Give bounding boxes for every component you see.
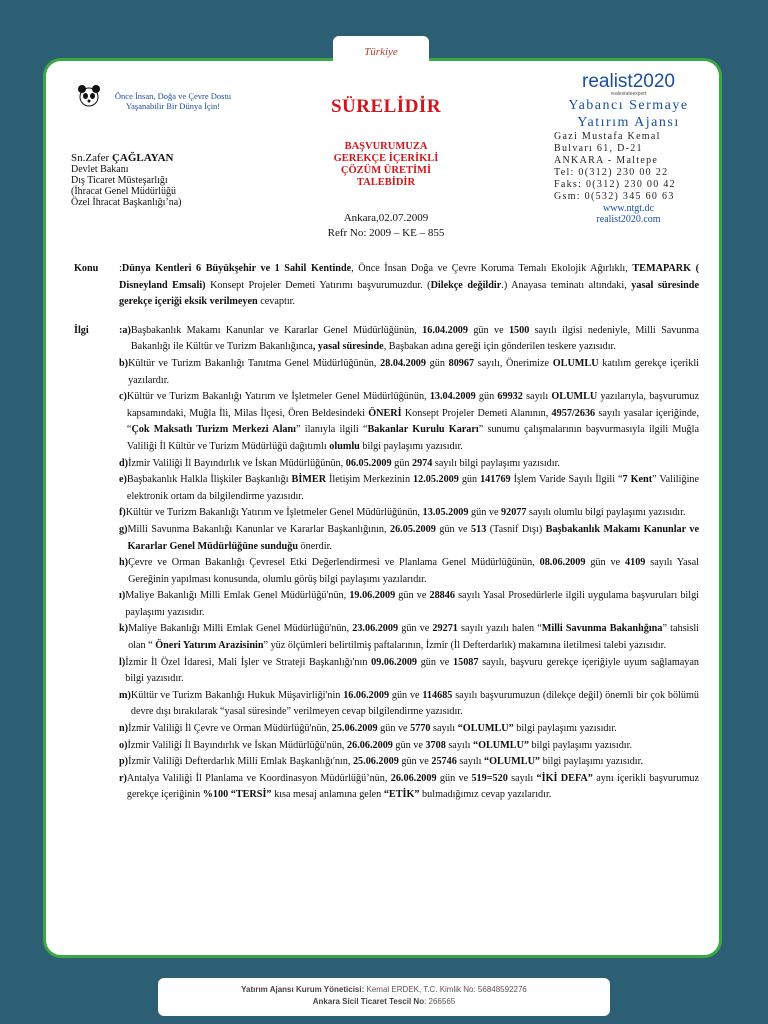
website-link-1[interactable]: www.ntgt.dc — [602, 203, 654, 214]
ilgi-item-text: Kültür ve Turizm Bakanlığı Tanıtma Genel Müdürlüğünün, 28.04.2009 gün 80967 sayılı, Önerimize OLUMLU katılım gerekçe içerikli yazılardır. — [128, 357, 699, 386]
ilgi-item-text: İzmir İl Özel İdaresi, Mali İşler ve Strateji Başkanlığı'nın 09.06.2009 gün ve 15087 sayılı, başvuru gerekçe içeriğiyle uyum sağlamayan bilgi yazısıdır. — [125, 656, 699, 685]
ilgi-item-key: m) — [119, 689, 131, 701]
ilgi-item-key: c) — [119, 391, 127, 403]
document-subtitle: BAŞVURUMUZA GEREKÇE İÇERİKLİ ÇÖZÜM ÜRETİMİ TALEBİDİR — [333, 141, 439, 188]
ilgi-item — [119, 754, 699, 771]
ilgi-item-key: l) — [119, 656, 126, 668]
brand-logo: realist2020 — [582, 71, 675, 92]
ilgi-item-text: Kültür ve Turizm Bakanlığı Yatırım ve İşletmeler Genel Müdürlüğünün, 13.04.2009 gün 69932 sayılı OLUMLU yazılarıyla, başvurumuz kapsamındaki, Muğla İli, Milas İlçesi, Ören Beldesindeki ÖNERİ Konsept Projeler Demeti Alanının, 4957/2636 sayılı yasalar içeriğinde, “Çok Maksatlı Turizm Merkezi Alanı” ilanıyla ilgili “Bakanlar Kurulu Kararı” sunumu çalışmalarının başvurmasıyla ilgili Muğla Valiliği İl Kültür ve Turizm Müdürlüğü dağıtımlı olumlu bilgi paylaşımı yazısıdır. — [126, 391, 700, 452]
date-ref-block — [291, 211, 481, 241]
letter-page — [43, 58, 722, 958]
ilgi-item-text: İzmir Valiliği Defterdarlık Milli Emlak Başkanlığı'nın, 25.06.2009 gün ve 25746 sayılı “OLUMLU” bilgi paylaşımı yazısıdır. — [128, 756, 644, 768]
ilgi-item-key: ı) — [119, 590, 126, 602]
ilgi-item-text: Antalya Valiliği İl Planlama ve Koordinasyon Müdürlüğü’nün, 26.06.2009 gün ve 519=520 sayılı “İKİ DEFA” aynı içerikli başvurumuz gerekçe içeriğinin %100 “TERSİ” kısa mesaj anlamına gelen “ETİK” bulmadığımız cevap yazılarıdır. — [126, 772, 700, 801]
ilgi-item-key: n) — [119, 723, 129, 735]
turkiye-logo: Türkiye — [333, 36, 429, 68]
agency-block: realist2020 realestateexpert Yabancı Sermaye Yatırım Ajansı Gazi Mustafa Kemal Bulvarı 61, D-21 ANKARA - Maltepe Tel: 0(312) 230 00 22 Faks: 0(312) 230 00 42 Gsm: 0(532) 345 60 63 www.ntgt.dc realist2020.com — [536, 71, 721, 225]
ilgi-item — [119, 456, 699, 473]
wwf-slogan: Önce İnsan, Doğa ve Çevre Dostu Yaşanabilir Bir Dünya İçin! — [114, 91, 232, 111]
ilgi-item — [119, 323, 699, 356]
konu-text: :Dünya Kentleri 6 Büyükşehir ve 1 Sahil Kentinde, Önce İnsan Doğa ve Çevre Koruma Temalı Ekolojik Ağırlıklı, TEMAPARK ( Disneyland Emsali) Konsept Projeler Demeti Yatırımı başvurumuzdur. (Dilekçe değildir.) Anayasa teminatı altındaki, yasal süresinde gerekçe içeriği eksik verilmeyen cevaptır. — [119, 263, 699, 308]
ilgi-item — [119, 721, 699, 738]
ilgi-item — [119, 621, 699, 654]
ilgi-item — [119, 472, 699, 505]
document-date: Ankara,02.07.2009 — [343, 212, 429, 224]
ilgi-item — [119, 555, 699, 588]
ilgi-item-text: Maliye Bakanlığı Milli Emlak Genel Müdürlüğü'nün, 23.06.2009 gün ve 29271 sayılı yazılı halen “Milli Savunma Bakanlığına” tahsisli olan “ Öneri Yatırım Arazisinin” yüz ölçümleri belirtilmiş paftalarının, İzmir (İl Defterdarlık) makamına iletilmesi talebi yazısıdır. — [128, 623, 699, 652]
ilgi-item-text: Başbakanlık Makamı Kanunlar ve Kararlar Genel Müdürlüğünün, 16.04.2009 gün ve 1500 sayılı ilgisi nedeniyle, Milli Savunma Bakanlığı ile Kültür ve Turizm Bakanlığınca, yasal süresinde, Başbakan adına gereği için gönderilen teskere yazısıdır. — [130, 324, 699, 353]
ilgi-item — [119, 655, 699, 688]
ilgi-item — [119, 505, 699, 522]
recipient-block: Sn.Zafer ÇAĞLAYAN Devlet Bakanı Dış Ticaret Müsteşarlığı (İhracat Genel Müdürlüğü Özel İhracat Başkanlığı’na) — [71, 152, 182, 208]
ilgi-item-key: :a) — [119, 324, 131, 336]
ilgi-item-key: d) — [119, 457, 129, 469]
ilgi-item-key: e) — [119, 474, 127, 486]
ilgi-item-text: İzmir Valiliği İl Çevre ve Orman Müdürlüğü'nün, 25.06.2009 gün ve 5770 sayılı “OLUMLU” bilgi paylaşımı yazısıdır. — [128, 723, 617, 735]
ilgi-section: İlgi :a) Başbakanlık Makamı Kanunlar ve Kararlar Genel Müdürlüğünün, 16.04.2009 gün ve 1500 sayılı ilgisi nedeniyle, Milli Savunma Bakanlığı ile Kültür ve Turizm Bakanlığınca, yasal süresinde, Başbakan adına gereği için gönderilen teskere yazısıdır. b) Kültür ve Turizm Bakanlığı Tanıtma Genel Müdürlüğünün, 28.04.2009 gün 80967 sayılı, Önerimize OLUMLU katılım gerekçe içerikli yazılardır. c) Kültür ve Turizm Bakanlığı Yatırım ve İşletmeler Genel Müdürlüğünün, 13.04.2009 gün 69932 sayılı OLUMLU yazılarıyla, başvurumuz kapsamındaki, Muğla İli, Milas İlçesi, Ören Beldesindeki ÖNERİ Konsept Projeler Demeti Alanının, 4957/2636 sayılı yasalar içeriğinde, “Çok Maksatlı Turizm Merkezi Alanı” ilanıyla ilgili “Bakanlar Kurulu Kararı” sunumu çalışmalarının başvurmasıyla ilgili Muğla Valiliği İl Kültür ve Turizm Müdürlüğü dağıtımlı olumlu bilgi paylaşımı yazısıdır. d) İzmir Valiliği İl Bayındırlık ve İskan Müdürlüğünün, 06.05.2009 gün 2974 sayılı bilgi paylaşımı yazısıdır. e) Başbakanlık Halkla İlişkiler Başkanlığı BİMER İletişim Merkezinin 12.05.2009 gün 141769 İşlem Varide Sayılı İlgili “7 Kent” Valiliğine elektronik ortam da bilgilendirme yazısıdır. f) Kültür ve Turizm Bakanlığı Yatırım ve İşletmeler Genel Müdürlüğünün, 13.05.2009 gün ve 92077 sayılı olumlu bilgi paylaşımı yazısıdır. g) Milli Savunma Bakanlığı Kanunlar ve Kararlar Başkanlığının, 26.05.2009 gün ve 513 (Tasnif Dışı) Başbakanlık Makamı Kanunlar ve Kararlar Genel Müdürlüğüne sunduğu önerdir. h) Çevre ve Orman Bakanlığı Çevresel Etki Değerlendirmesi ve Planlama Genel Müdürlüğünün, 08.06.2009 gün ve 4109 sayılı Yasal Gereğinin yapılması konusunda, olumlu görüş bilgi paylaşımı yazılarıdır. ı) Maliye Bakanlığı Milli Emlak Genel Müdürlüğü'nün, 19.06.2009 gün ve 28846 sayılı Yasal Prosedürlerle ilgili uygulama başvuruları bilgi paylaşımı yazısıdır. k) Maliye Bakanlığı Milli Emlak Genel Müdürlüğü'nün, 23.06.2009 gün ve 29271 sayılı yazılı halen “Milli Savunma Bakanlığına” tahsisli olan “ Öneri Yatırım Arazisinin” yüz ölçümleri belirtilmiş paftalarının, İzmir (İl Defterdarlık) makamına iletilmesi talebi yazısıdır. l) İzmir İl Özel İdaresi, Mali İşler ve Strateji Başkanlığı'nın 09.06.2009 gün ve 15087 sayılı, başvuru gerekçe içeriğiyle uyum sağlamayan bilgi yazısıdır. m) Kültür ve Turizm Bakanlığı Hukuk Müşavirliği'nin 16.06.2009 gün ve 114685 sayılı başvurumuzun (dilekçe değil) önemli bir çok bölümü devre dışı bırakılarak “yasal süresinde” verilmeyen cevap bilgilendirme yazısıdır. n) İzmir Valiliği İl Çevre ve Orman Müdürlüğü'nün, 25.06.2009 gün ve 5770 sayılı “OLUMLU” bilgi paylaşımı yazısıdır. o) İzmir Valiliği İl Bayındırlık ve İskan Müdürlüğü'nün, 26.06.2009 gün ve 3708 sayılı “OLUMLU” bilgi paylaşımı yazısıdır. p) İzmir Valiliği Defterdarlık Milli Emlak Başkanlığı'nın, 25.06.2009 gün ve 25746 sayılı “OLUMLU” bilgi paylaşımı yazısıdır. r) Antalya Valiliği İl Planlama ve Koordinasyon Müdürlüğü’nün, 26.06.2009 gün ve 519=520 sayılı “İKİ DEFA” aynı içerikli başvurumuz gerekçe içeriğinin %100 “TERSİ” kısa mesaj anlamına gelen “ETİK” bulmadığımız cevap yazılarıdır. — [74, 323, 699, 804]
ilgi-item-text: Milli Savunma Bakanlığı Kanunlar ve Kararlar Başkanlığının, 26.05.2009 gün ve 513 (Tasnif Dışı) Başbakanlık Makamı Kanunlar ve Kararlar Genel Müdürlüğüne sunduğu önerdir. — [127, 523, 699, 552]
ilgi-item — [119, 389, 699, 455]
ilgi-item-key: h) — [119, 557, 129, 569]
ilgi-item-text: Çevre ve Orman Bakanlığı Çevresel Etki Değerlendirmesi ve Planlama Genel Müdürlüğünün, 08.06.2009 gün ve 4109 sayılı Yasal Gereğinin yapılması konusunda, olumlu görüş bilgi paylaşımı yazılarıdır. — [128, 557, 700, 585]
ilgi-item — [119, 522, 699, 555]
ilgi-item — [119, 771, 699, 804]
ilgi-item — [119, 588, 699, 621]
ilgi-item-key: b) — [119, 357, 129, 369]
ilgi-item-key: p) — [119, 756, 129, 768]
ilgi-list — [119, 323, 699, 804]
footer: Yatırım Ajansı Kurum Yöneticisi: Kemal ERDEK, T.C. Kimlik No: 56848592276 Ankara Sicil Ticaret Tescil No: 266565 — [158, 978, 610, 1016]
document-title: SÜRELİDİR — [330, 96, 442, 117]
konu-section: Konu :Dünya Kentleri 6 Büyükşehir ve 1 Sahil Kentinde, Önce İnsan Doğa ve Çevre Koruma Temalı Ekolojik Ağırlıklı, TEMAPARK ( Disneyland Emsali) Konsept Projeler Demeti Yatırımı başvurumuzdur. (Dilekçe değildir.) Anayasa teminatı altındaki, yasal süresinde gerekçe içeriği eksik verilmeyen cevaptır. — [74, 261, 699, 311]
ilgi-item-text: İzmir Valiliği İl Bayındırlık ve İskan Müdürlüğünün, 06.05.2009 gün 2974 sayılı bilgi paylaşımı yazısıdır. — [128, 457, 560, 469]
panda-logo-icon — [76, 83, 102, 109]
website-link-2[interactable]: realist2020.com — [596, 214, 661, 225]
ilgi-item-key: r) — [119, 772, 127, 784]
ilgi-item — [119, 738, 699, 755]
ilgi-item-key: k) — [119, 623, 129, 635]
ilgi-item-key: o) — [119, 739, 128, 751]
ilgi-item-text: Kültür ve Turizm Bakanlığı Yatırım ve İşletmeler Genel Müdürlüğünün, 13.05.2009 gün ve 92077 sayılı olumlu bilgi paylaşımı yazısıdır. — [125, 507, 686, 519]
reference-number: Refr No: 2009 – KE – 855 — [327, 227, 445, 239]
ilgi-item-text: Başbakanlık Halkla İlişkiler Başkanlığı BİMER İletişim Merkezinin 12.05.2009 gün 141769 İşlem Varide Sayılı İlgili “7 Kent” Valiliğine elektronik ortam da bilgilendirme yazısıdır. — [126, 474, 700, 502]
ilgi-item — [119, 356, 699, 389]
ilgi-item-key: g) — [119, 523, 128, 535]
ilgi-item-text: İzmir Valiliği İl Bayındırlık ve İskan Müdürlüğü'nün, 26.06.2009 gün ve 3708 sayılı “OLUMLU” bilgi paylaşımı yazısıdır. — [127, 739, 632, 751]
ilgi-item-text: Kültür ve Turizm Bakanlığı Hukuk Müşavirliği'nin 16.06.2009 gün ve 114685 sayılı başvurumuzun (dilekçe değil) önemli bir çok bölümü devre dışı bırakılarak “yasal süresinde” verilmeyen cevap bilgilendirme yazısıdır. — [130, 689, 699, 718]
letter-body — [74, 261, 699, 804]
ilgi-item-text: Maliye Bakanlığı Milli Emlak Genel Müdürlüğü'nün, 19.06.2009 gün ve 28846 sayılı Yasal Prosedürlerle ilgili uygulama başvuruları bilgi paylaşımı yazısıdır. — [125, 590, 700, 618]
ilgi-item — [119, 688, 699, 721]
ilgi-item-key: f) — [119, 507, 126, 519]
